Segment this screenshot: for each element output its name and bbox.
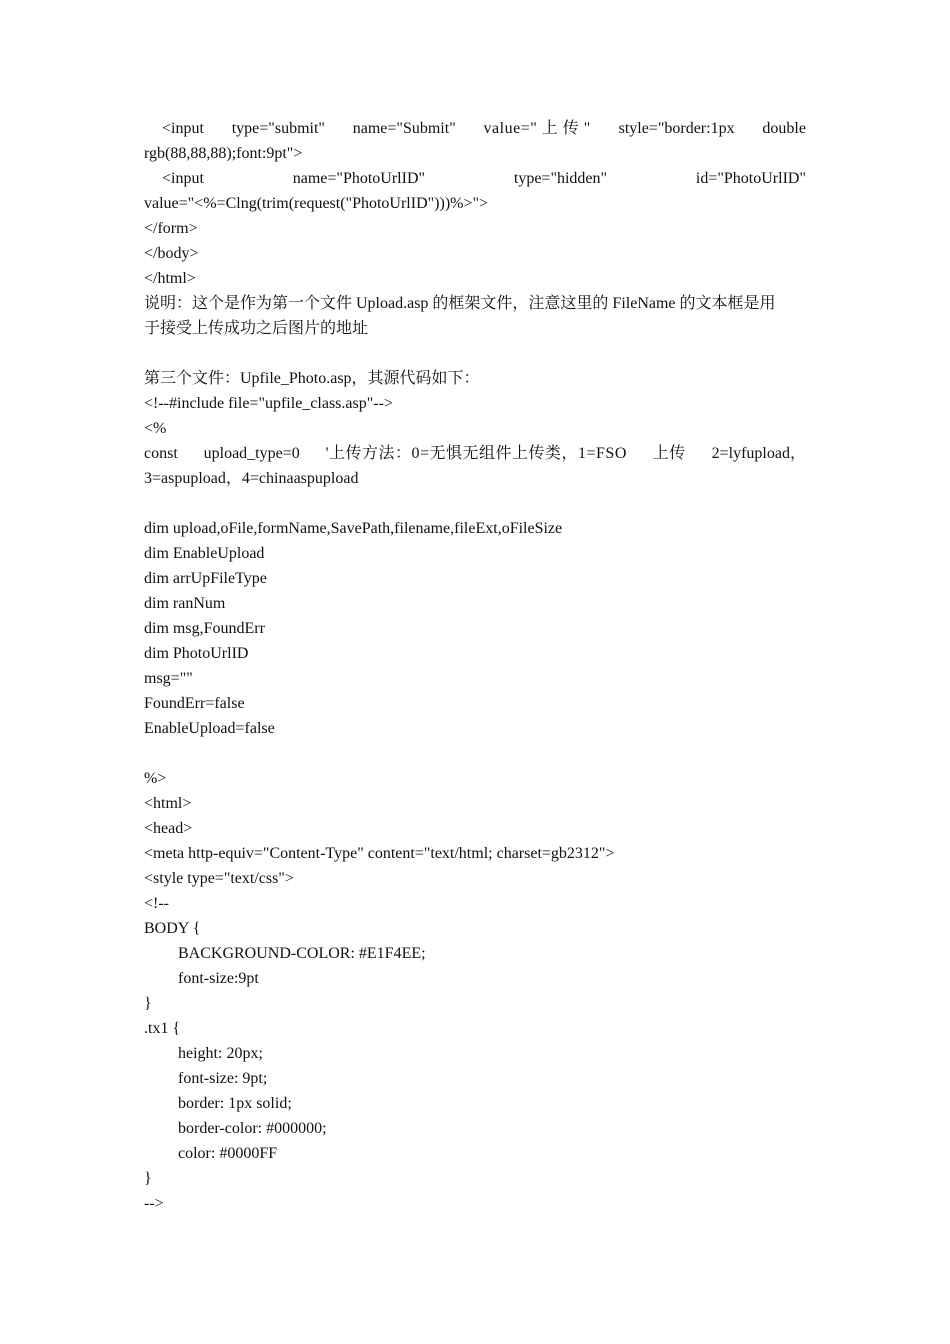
code-line: --> (144, 1195, 164, 1212)
code-line: color: #0000FF (178, 1145, 278, 1162)
blank-line (144, 341, 806, 366)
code-line: EnableUpload=false (144, 720, 275, 737)
code-line: border-color: #000000; (178, 1120, 327, 1137)
code-token: type="hidden" (513, 170, 608, 187)
code-line: font-size: 9pt; (178, 1070, 268, 1087)
code-token: <input (162, 120, 204, 137)
blank-line (144, 741, 806, 766)
code-line: } (144, 995, 152, 1012)
code-token: style="border:1px (618, 120, 735, 137)
code-line: FoundErr=false (144, 695, 245, 712)
code-line-const (144, 441, 806, 466)
code-line: rgb(88,88,88);font:9pt"> (144, 145, 303, 162)
code-line: <% (144, 420, 167, 437)
note-line: 于接受上传成功之后图片的地址 (144, 320, 369, 337)
code-line: <html> (144, 795, 192, 812)
code-line: dim msg,FoundErr (144, 620, 265, 637)
code-token: type="submit" (231, 120, 325, 137)
code-line: } (144, 1170, 152, 1187)
code-line: BACKGROUND-COLOR: #E1F4EE; (178, 945, 426, 962)
code-line: </html> (144, 270, 196, 287)
code-line: <meta http-equiv="Content-Type" content="text/html; charset=gb2312"> (144, 845, 615, 862)
code-line: %> (144, 770, 167, 787)
code-line: msg="" (144, 670, 193, 687)
code-token: name="Submit" (352, 120, 456, 137)
code-token: 2=lyfupload， (711, 445, 806, 462)
section-heading: 第三个文件：Upfile_Photo.asp，其源代码如下： (144, 370, 480, 387)
code-line: dim EnableUpload (144, 545, 265, 562)
document-body (144, 116, 806, 1216)
code-line: dim upload,oFile,formName,SavePath,filename,fileExt,oFileSize (144, 520, 563, 537)
code-line: 3=aspupload，4=chinaaspupload (144, 470, 359, 487)
code-line: border: 1px solid; (178, 1095, 292, 1112)
code-token: upload_type=0 (203, 445, 300, 462)
code-line: <style type="text/css"> (144, 870, 294, 887)
code-line: <!--#include file="upfile_class.asp"--> (144, 395, 393, 412)
code-line: dim PhotoUrlID (144, 645, 249, 662)
code-token: name="PhotoUrlID" (292, 170, 426, 187)
code-line: BODY { (144, 920, 201, 937)
code-token: '上传方法：0=无惧无组件上传类，1=FSO (325, 445, 627, 462)
blank-line (144, 491, 806, 516)
code-line: font-size:9pt (178, 970, 259, 987)
code-line: dim arrUpFileType (144, 570, 267, 587)
code-line: </form> (144, 220, 198, 237)
code-line-hidden-input (144, 166, 806, 191)
code-line: value="<%=Clng(trim(request("PhotoUrlID")))%>"> (144, 195, 489, 212)
code-token: 上传 (652, 445, 686, 462)
code-line: </body> (144, 245, 199, 262)
code-line: <!-- (144, 895, 170, 912)
code-line: .tx1 { (144, 1020, 181, 1037)
code-token: const (144, 445, 178, 462)
code-token: <input (162, 170, 204, 187)
code-line: <head> (144, 820, 193, 837)
code-token: id="PhotoUrlID" (695, 170, 806, 187)
code-token: value=" 上 传 " (483, 120, 591, 137)
code-line-submit-input (144, 116, 806, 141)
code-token: double (762, 120, 806, 137)
code-line: height: 20px; (178, 1045, 263, 1062)
note-line: 说明：这个是作为第一个文件 Upload.asp 的框架文件，注意这里的 FileName 的文本框是用 (144, 295, 776, 312)
code-line: dim ranNum (144, 595, 226, 612)
